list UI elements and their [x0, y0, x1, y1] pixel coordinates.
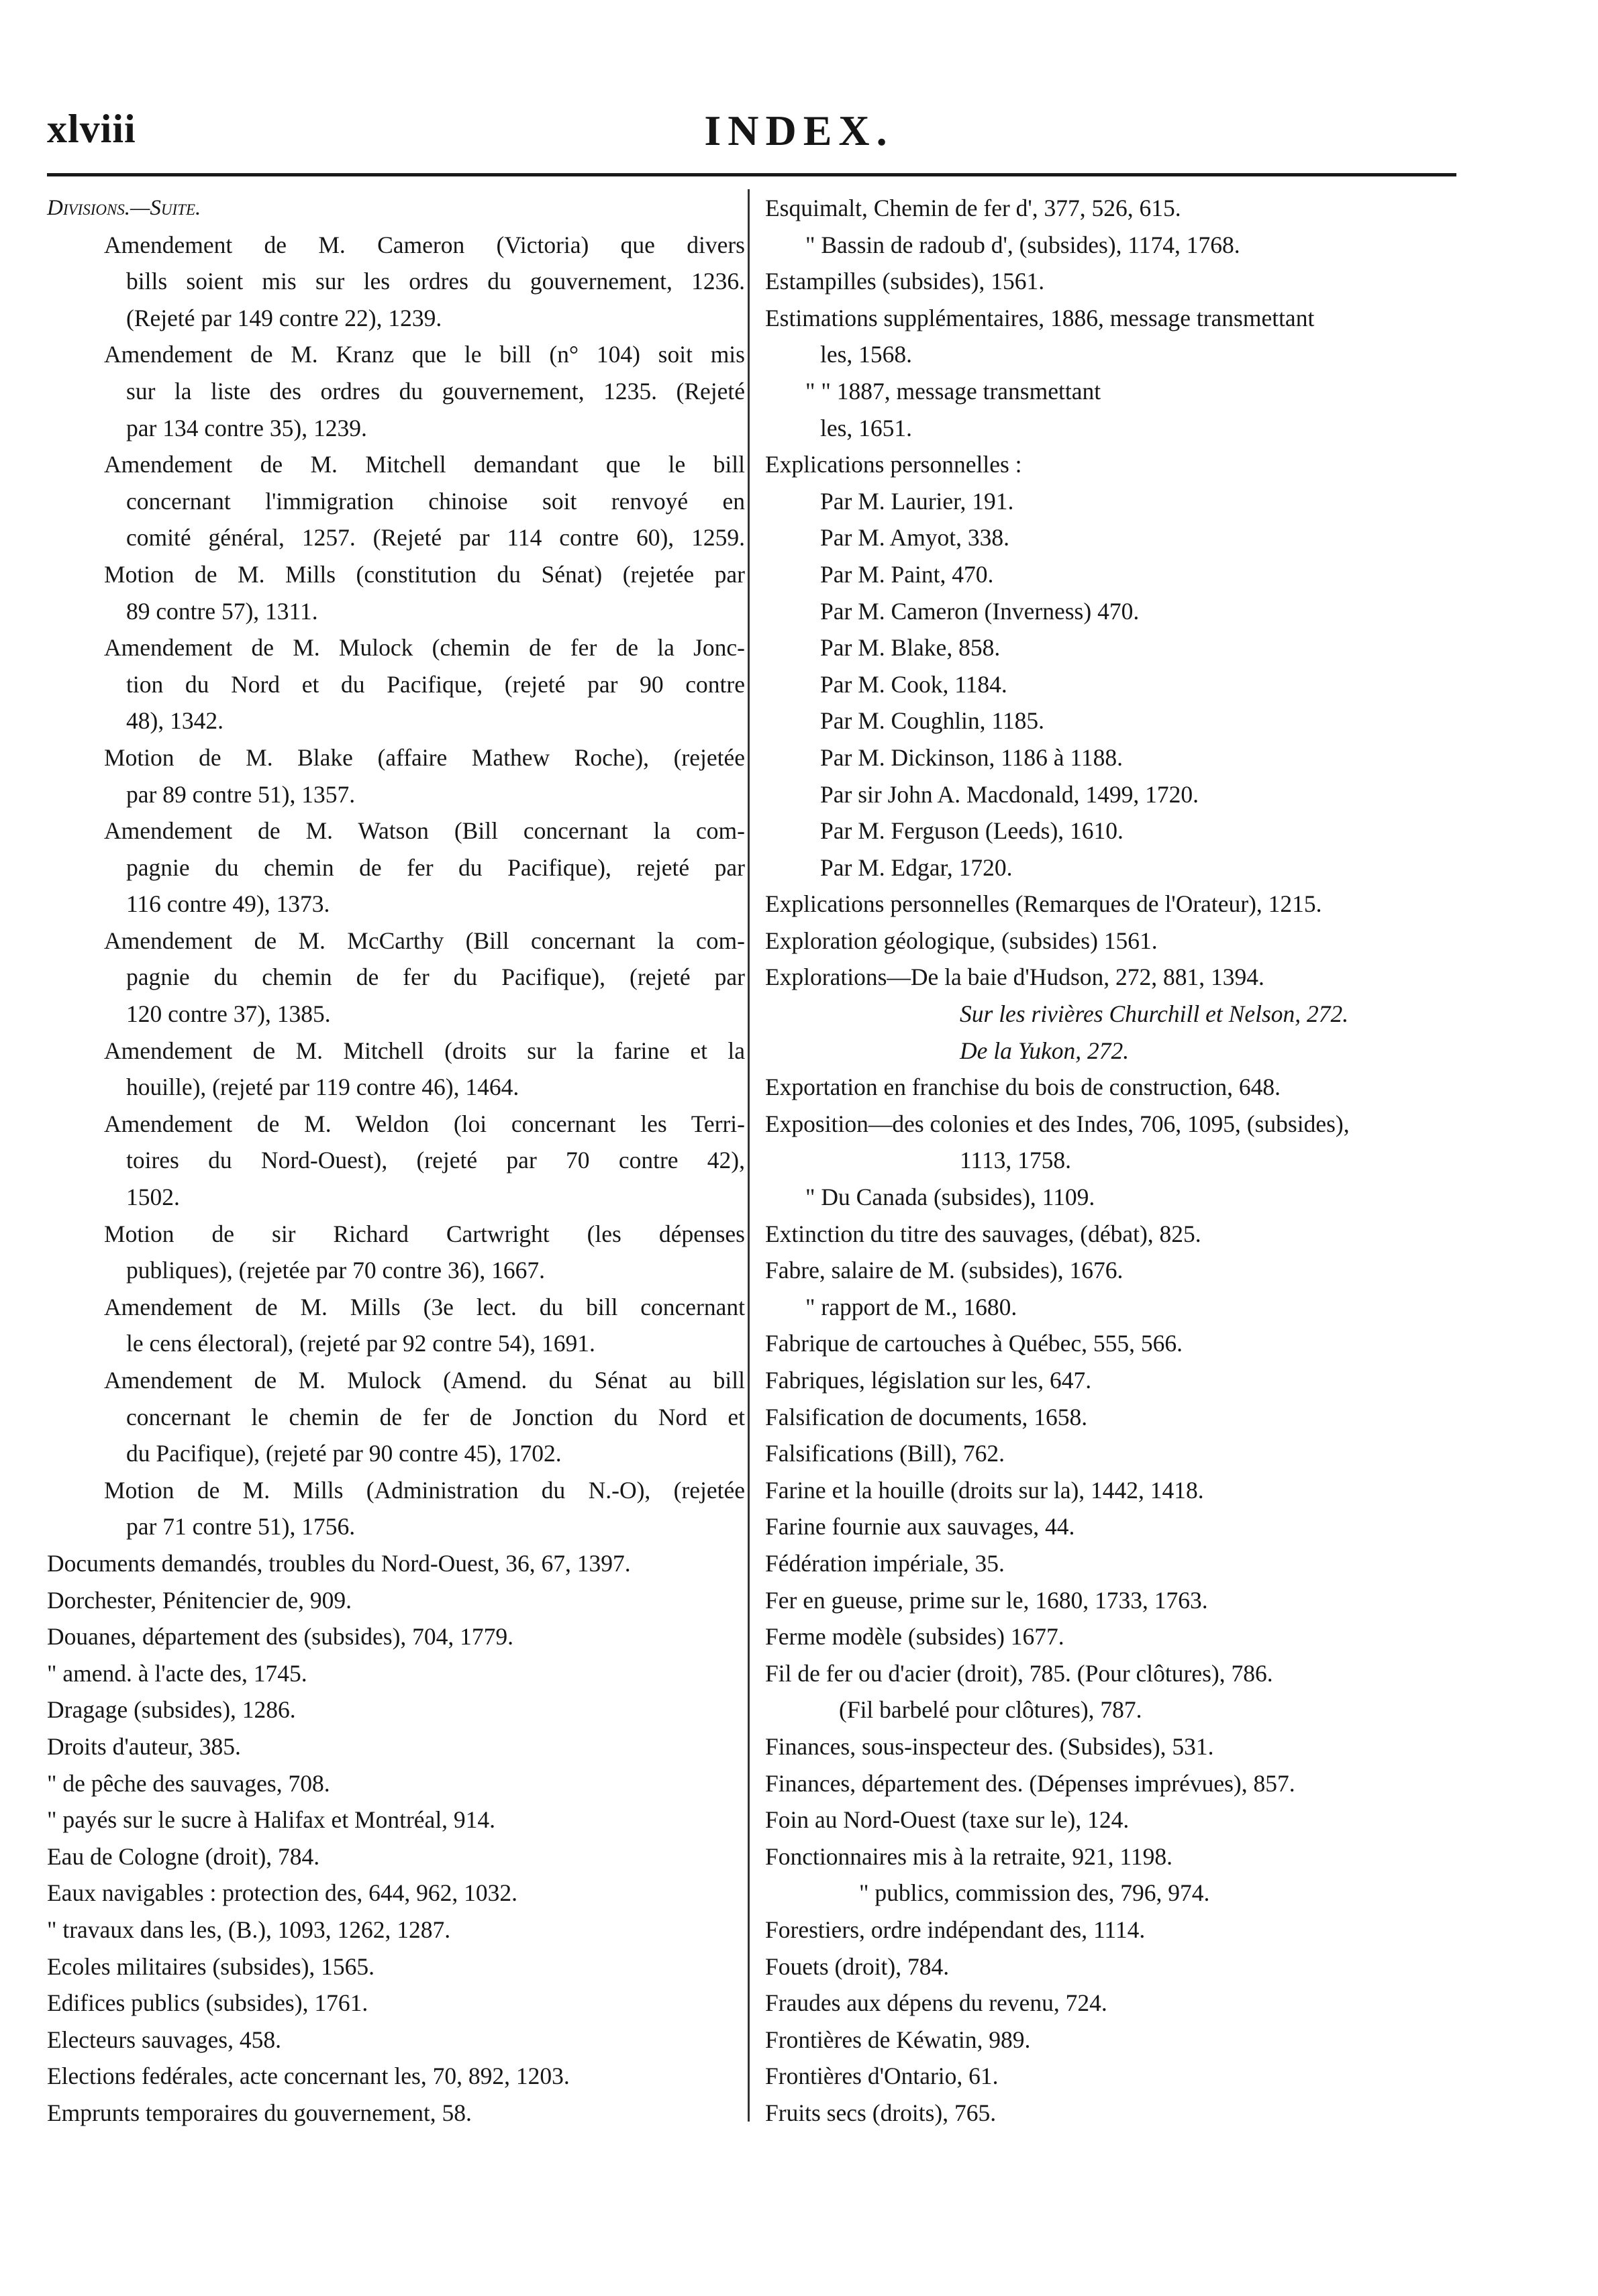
index-entry-line: sur la liste des ordres du gouvernement, 1235. (Rejeté — [126, 377, 745, 405]
index-entry-line: Par sir John A. Macdonald, 1499, 1720. — [820, 780, 1199, 808]
index-entry-line: Par M. Laurier, 191. — [820, 487, 1014, 515]
index-entry-line: Fer en gueuse, prime sur le, 1680, 1733, 1763. — [765, 1586, 1208, 1614]
index-entry-line: le cens électoral), (rejeté par 92 contre 54), 1691. — [126, 1330, 595, 1357]
index-entry-line: 1502. — [126, 1184, 180, 1211]
index-entry-line: comité général, 1257. (Rejeté par 114 contre 60), 1259. — [126, 524, 745, 552]
index-entry-line: Fonctionnaires mis à la retraite, 921, 1198. — [765, 1842, 1172, 1870]
index-entry-line: Fédération impériale, 35. — [765, 1549, 1005, 1577]
index-entry-line: Amendement de M. McCarthy (Bill concernant la com- — [104, 927, 745, 954]
index-entry-line: publiques), (rejetée par 70 contre 36), 1667. — [126, 1257, 545, 1284]
index-entry-line: Electeurs sauvages, 458. — [47, 2026, 281, 2053]
index-entry-line: les, 1651. — [820, 414, 913, 441]
index-entry-line: Exposition—des colonies et des Indes, 706, 1095, (subsides), — [765, 1110, 1350, 1137]
index-entry-line: Par M. Amyot, 338. — [820, 524, 1010, 552]
index-entry-line: Par M. Dickinson, 1186 à 1188. — [820, 743, 1123, 771]
index-entry-line: 89 contre 57), 1311. — [126, 597, 318, 625]
index-entry-line: Ferme modèle (subsides) 1677. — [765, 1623, 1064, 1651]
index-entry-line: toires du Nord-Ouest), (rejeté par 70 contre 42), — [126, 1147, 745, 1174]
index-entry-line: par 89 contre 51), 1357. — [126, 780, 356, 808]
index-entry-line: Dragage (subsides), 1286. — [47, 1696, 296, 1724]
index-entry-line: par 71 contre 51), 1756. — [126, 1513, 356, 1541]
index-entry-line: Par M. Coughlin, 1185. — [820, 707, 1044, 735]
index-entry-line: Sur les rivières Churchill et Nelson, 272. — [960, 1000, 1349, 1028]
index-entry-line: 1113, 1758. — [960, 1147, 1071, 1174]
index-entry-line: Farine fournie aux sauvages, 44. — [765, 1513, 1075, 1541]
index-entry-line: Elections fedérales, acte concernant les, 70, 892, 1203. — [47, 2063, 570, 2090]
index-entry-line: Ecoles militaires (subsides), 1565. — [47, 1952, 375, 1980]
index-entry-line: Estimations supplémentaires, 1886, message transmettant — [765, 304, 1315, 331]
index-entry-line: Fabriques, législation sur les, 647. — [765, 1367, 1092, 1394]
index-entry-line: " de pêche des sauvages, 708. — [47, 1769, 330, 1797]
index-entry-line: Extinction du titre des sauvages, (débat), 825. — [765, 1220, 1201, 1247]
column-divider — [748, 189, 750, 2122]
index-entry-line: (Fil barbelé pour clôtures), 787. — [839, 1696, 1142, 1724]
index-entry-line: " travaux dans les, (B.), 1093, 1262, 1287. — [47, 1916, 451, 1943]
index-entry-line: 120 contre 37), 1385. — [126, 1000, 331, 1028]
index-entry-line: Par M. Blake, 858. — [820, 634, 1001, 662]
index-entry-line: Falsifications (Bill), 762. — [765, 1440, 1005, 1467]
index-entry-line: par 134 contre 35), 1239. — [126, 414, 367, 441]
page-number: xlviii — [47, 107, 136, 151]
index-entry-line: du Pacifique), (rejeté par 90 contre 45), 1702. — [126, 1440, 562, 1467]
index-entry-line: Frontières d'Ontario, 61. — [765, 2063, 999, 2090]
index-entry-line: Explorations—De la baie d'Hudson, 272, 881, 1394. — [765, 963, 1264, 991]
index-entry-line: Amendement de M. Mitchell demandant que le bill — [104, 451, 745, 478]
index-entry-line: " Du Canada (subsides), 1109. — [805, 1184, 1095, 1211]
index-entry-line: Motion de sir Richard Cartwright (les dépenses — [104, 1220, 745, 1247]
index-entry-line: pagnie du chemin de fer du Pacifique), rejeté par — [126, 853, 745, 881]
index-entry-line: Explications personnelles (Remarques de l'Orateur), 1215. — [765, 890, 1322, 918]
index-entry-line: tion du Nord et du Pacifique, (rejeté par 90 contre — [126, 670, 745, 698]
index-entry-line: Droits d'auteur, 385. — [47, 1732, 241, 1760]
index-entry-line: Par M. Cook, 1184. — [820, 670, 1007, 698]
index-entry-line: Explications personnelles : — [765, 451, 1022, 478]
index-entry-line: " publics, commission des, 796, 974. — [859, 1879, 1210, 1907]
index-entry-line: Exportation en franchise du bois de construction, 648. — [765, 1074, 1281, 1101]
index-entry-line: Farine et la houille (droits sur la), 1442, 1418. — [765, 1476, 1204, 1504]
index-entry-line: Esquimalt, Chemin de fer d', 377, 526, 615. — [765, 195, 1181, 221]
index-entry-line: Par M. Edgar, 1720. — [820, 853, 1013, 881]
page-title: INDEX. — [704, 107, 894, 154]
index-entry-line: Estampilles (subsides), 1561. — [765, 268, 1045, 295]
index-entry-line: Amendement de M. Mitchell (droits sur la farine et la — [104, 1037, 745, 1064]
index-entry-line: " amend. à l'acte des, 1745. — [47, 1659, 307, 1687]
index-entry-line: bills soient mis sur les ordres du gouvernement, 1236. — [126, 268, 745, 295]
index-entry-line: Amendement de M. Mulock (Amend. du Sénat au bill — [104, 1367, 745, 1394]
index-entry-line: Emprunts temporaires du gouvernement, 58. — [47, 2099, 472, 2126]
index-entry-line: Finances, sous-inspecteur des. (Subsides), 531. — [765, 1732, 1214, 1760]
index-entry-line: Par M. Ferguson (Leeds), 1610. — [820, 817, 1123, 845]
index-entry-line: Amendement de M. Watson (Bill concernant la com- — [104, 817, 745, 845]
index-entry-line: Finances, département des. (Dépenses imprévues), 857. — [765, 1769, 1295, 1797]
index-entry-line: Divisions.—Suite. — [47, 196, 201, 220]
header-rule — [47, 173, 1456, 176]
index-entry-line: 116 contre 49), 1373. — [126, 890, 330, 918]
index-entry-line: Frontières de Kéwatin, 989. — [765, 2026, 1031, 2053]
index-entry-line: Amendement de M. Kranz que le bill (n° 104) soit mis — [104, 341, 745, 368]
index-entry-line: " " 1887, message transmettant — [805, 377, 1101, 405]
index-entry-line: Edifices publics (subsides), 1761. — [47, 1989, 368, 2017]
index-entry-line: Amendement de M. Cameron (Victoria) que divers — [104, 231, 745, 258]
index-entry-line: 48), 1342. — [126, 707, 223, 735]
index-entry-line: Fouets (droit), 784. — [765, 1952, 950, 1980]
index-entry-line: concernant le chemin de fer de Jonction du Nord et — [126, 1403, 745, 1430]
index-entry-line: Fraudes aux dépens du revenu, 724. — [765, 1989, 1107, 2017]
index-entry-line: Fruits secs (droits), 765. — [765, 2099, 997, 2126]
index-entry-line: (Rejeté par 149 contre 22), 1239. — [126, 304, 442, 331]
index-entry-line: Amendement de M. Mills (3e lect. du bill concernant — [104, 1293, 745, 1320]
index-entry-line: les, 1568. — [820, 341, 913, 368]
index-entry-line: Eaux navigables : protection des, 644, 962, 1032. — [47, 1879, 517, 1907]
index-entry-line: Par M. Paint, 470. — [820, 560, 994, 588]
right-column — [765, 190, 1470, 2131]
index-entry-line: Foin au Nord-Ouest (taxe sur le), 124. — [765, 1806, 1130, 1834]
index-entry-line: Dorchester, Pénitencier de, 909. — [47, 1586, 352, 1614]
index-entry-line: Fabre, salaire de M. (subsides), 1676. — [765, 1257, 1123, 1284]
index-entry-line: Motion de M. Mills (Administration du N.-O), (rejetée — [104, 1476, 745, 1504]
index-entry-line: Motion de M. Blake (affaire Mathew Roche), (rejetée — [104, 743, 745, 771]
index-entry-line: Amendement de M. Weldon (loi concernant les Terri- — [104, 1110, 745, 1137]
index-entry-line: Amendement de M. Mulock (chemin de fer de la Jonc- — [104, 634, 745, 662]
index-entry-line: Fil de fer ou d'acier (droit), 785. (Pour clôtures), 786. — [765, 1659, 1273, 1687]
index-entry-line: pagnie du chemin de fer du Pacifique), (rejeté par — [126, 963, 745, 991]
left-column — [47, 190, 745, 2131]
index-entry-line: " Bassin de radoub d', (subsides), 1174, 1768. — [805, 231, 1240, 258]
index-entry-line: Exploration géologique, (subsides) 1561. — [765, 927, 1158, 954]
index-entry-line: concernant l'immigration chinoise soit renvoyé en — [126, 487, 745, 515]
index-entry-line: Douanes, département des (subsides), 704, 1779. — [47, 1623, 514, 1651]
index-entry-line: " rapport de M., 1680. — [805, 1293, 1017, 1320]
index-entry-line: Fabrique de cartouches à Québec, 555, 566. — [765, 1330, 1183, 1357]
index-entry-line: Eau de Cologne (droit), 784. — [47, 1842, 320, 1870]
index-entry-line: Falsification de documents, 1658. — [765, 1403, 1088, 1430]
index-entry-line: Forestiers, ordre indépendant des, 1114. — [765, 1916, 1146, 1943]
index-entry-line: Motion de M. Mills (constitution du Sénat) (rejetée par — [104, 560, 745, 588]
index-entry-line: De la Yukon, 272. — [960, 1037, 1130, 1064]
index-entry-line: houille), (rejeté par 119 contre 46), 1464. — [126, 1074, 519, 1101]
index-entry-line: Par M. Cameron (Inverness) 470. — [820, 597, 1140, 625]
index-entry-line: " payés sur le sucre à Halifax et Montréal, 914. — [47, 1806, 496, 1834]
index-entry-line: Documents demandés, troubles du Nord-Ouest, 36, 67, 1397. — [47, 1549, 631, 1577]
